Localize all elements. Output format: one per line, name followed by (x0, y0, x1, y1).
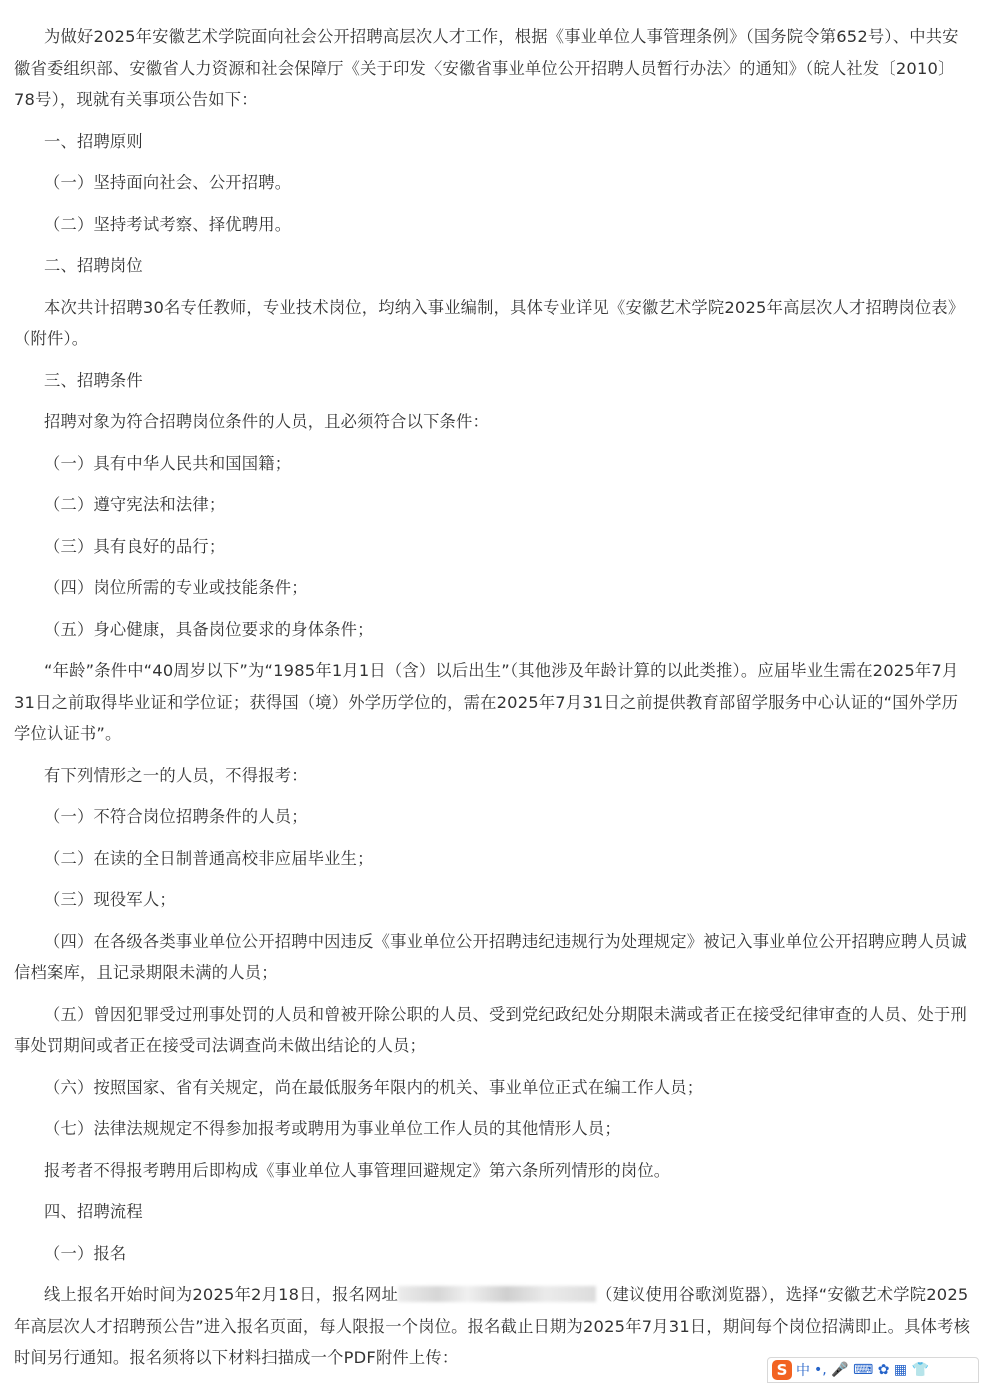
list-item: （二）坚持考试考察、择优聘用。 (44, 214, 292, 234)
list-item: （六）按照国家、省有关规定，尚在最低服务年限内的机关、事业单位正式在编工作人员； (44, 1077, 704, 1097)
input-mode-toggle[interactable]: 中 (796, 1363, 810, 1379)
registration-text-start: 线上报名开始时间为2025年2月18日，报名网址 (44, 1285, 399, 1304)
ime-toolbar[interactable] (767, 1357, 979, 1383)
registration-text-end: （建议使用谷歌浏览器），选择“安徽艺术学院2025年高层次人才招聘预公告”进入报名页面，每人限报一个岗位。报名截止日期为2025年7月31日，期间每个岗位招满即止。具体考核时间另行通知。报名须将以下材料扫描成一个PDF附件上传： (14, 1285, 971, 1367)
sub-heading: （一）报名 (44, 1243, 127, 1263)
list-item: （一）坚持面向社会、公开招聘。 (44, 173, 292, 192)
list-item: （一）具有中华人民共和国国籍； (44, 453, 292, 473)
section-heading: 三、招聘条件 (44, 370, 143, 390)
list-item: （二）在读的全日制普通高校非应届毕业生； (44, 848, 374, 868)
paragraph: 招聘对象为符合招聘岗位条件的人员，且必须符合以下条件： (44, 412, 489, 431)
list-item: （四）岗位所需的专业或技能条件； (44, 578, 308, 597)
list-item: （七）法律法规规定不得参加报考或聘用为事业单位工作人员的其他情形人员； (44, 1119, 621, 1138)
announcement-body (14, 0, 972, 1374)
list-item: （四）在各级各类事业单位公开招聘中因违反《事业单位公开招聘违纪违规行为处理规定》被记入事业单位公开招聘应聘人员诚信档案库，且记录期限未满的人员； (14, 931, 967, 982)
intro-paragraph: 为做好2025年安徽艺术学院面向社会公开招聘高层次人才工作，根据《事业单位人事管理条例》（国务院令第652号）、中共安徽省委组织部、安徽省人力资源和社会保障厅《关于印发〈安徽省事业单位公开招聘人员暂行办法〉的通知》（皖人社发〔2010〕78号），现就有关事项公告如下： (14, 27, 959, 109)
age-paragraph: “年龄”条件中“40周岁以下”为“1985年1月1日（含）以后出生”（其他涉及年龄计算的以此类推）。应届毕业生需在2025年7月31日之前取得毕业证和学位证；获得国（境）外学历学位的，需在2025年7月31日之前提供教育部留学服务中心认证的“国外学历学位认证书”。 (14, 661, 959, 743)
sogou-logo-icon[interactable]: S (772, 1360, 792, 1380)
paragraph: 报考者不得报考聘用后即构成《事业单位人事管理回避规定》第六条所列情形的岗位。 (44, 1160, 671, 1180)
list-item: （一）不符合岗位招聘条件的人员； (44, 807, 308, 826)
toolbar-icons[interactable]: •, 🎤 ⌨ ✿ ▦ 👕 (814, 1362, 929, 1378)
paragraph: 有下列情形之一的人员，不得报考： (44, 765, 308, 785)
list-item: （三）现役军人； (44, 890, 176, 909)
list-item: （三）具有良好的品行； (44, 536, 226, 556)
paragraph: 本次共计招聘30名专任教师，专业技术岗位，均纳入事业编制，具体专业详见《安徽艺术学院2025年高层次人才招聘岗位表》（附件）。 (14, 297, 965, 348)
section-heading: 四、招聘流程 (44, 1202, 143, 1221)
redacted-url[interactable] (398, 1286, 596, 1302)
list-item: （五）曾因犯罪受过刑事处罚的人员和曾被开除公职的人员、受到党纪政纪处分期限未满或者正在接受纪律审查的人员、处于刑事处罚期间或者正在接受司法调查尚未做出结论的人员； (14, 1004, 967, 1055)
list-item: （二）遵守宪法和法律； (44, 495, 226, 514)
section-heading: 二、招聘岗位 (44, 256, 143, 275)
list-item: （五）身心健康，具备岗位要求的身体条件； (44, 619, 374, 639)
section-heading: 一、招聘原则 (44, 131, 143, 151)
